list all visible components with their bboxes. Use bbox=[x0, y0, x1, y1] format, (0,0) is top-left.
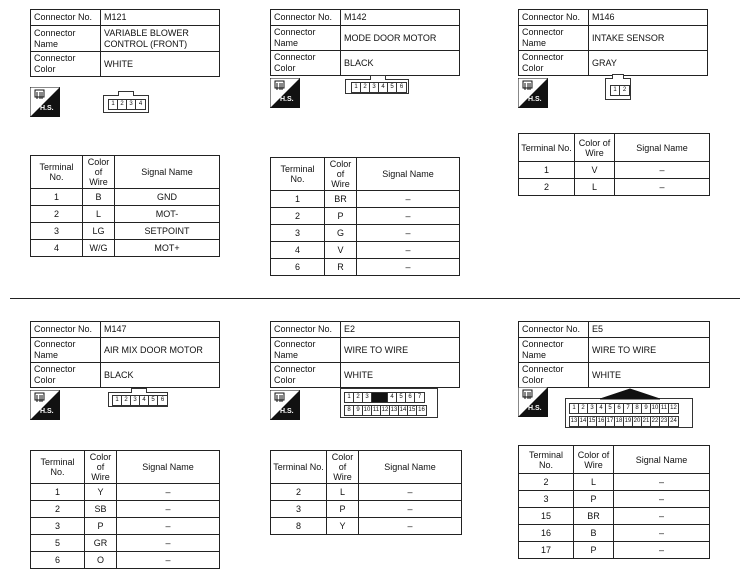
th-signal-name: Signal Name bbox=[614, 446, 710, 474]
wire-color-cell: P bbox=[574, 542, 614, 559]
connector-color-value: GRAY bbox=[589, 51, 708, 76]
table-row bbox=[519, 179, 710, 196]
label-connector-no: Connector No. bbox=[271, 322, 341, 338]
wire-color-cell: R bbox=[325, 259, 357, 276]
terminal-no-cell: 5 bbox=[31, 535, 85, 552]
pin-cell: 3 bbox=[131, 396, 140, 405]
pin-cell: 2 bbox=[622, 87, 627, 93]
connector-color-value: BLACK bbox=[101, 363, 220, 388]
table-row bbox=[519, 525, 710, 542]
pin-cell: 9 bbox=[642, 404, 651, 413]
table-row bbox=[31, 189, 220, 206]
pin-cell: 13 bbox=[390, 407, 398, 413]
signal-name-cell: – bbox=[615, 162, 710, 179]
pin-cell: 3 bbox=[588, 404, 597, 413]
signal-name-cell: MOT+ bbox=[115, 240, 220, 257]
connector-face-m142 bbox=[345, 79, 409, 94]
signal-name-cell: – bbox=[614, 525, 710, 542]
table-row bbox=[31, 501, 220, 518]
pin-cell: 7 bbox=[624, 404, 633, 413]
th-color-of-wire: Color of Wire bbox=[83, 156, 115, 189]
wire-color-cell: L bbox=[574, 474, 614, 491]
th-terminal-no: Terminal No. bbox=[519, 134, 575, 162]
connector-no-value: E2 bbox=[341, 322, 460, 338]
th-color-of-wire: Color of Wire bbox=[574, 446, 614, 474]
signal-name-cell: – bbox=[359, 501, 462, 518]
connector-color-value: BLACK bbox=[341, 51, 460, 76]
pin-cell: 3 bbox=[370, 83, 379, 92]
connector-panel-m121 bbox=[30, 9, 220, 77]
connector-name-value: INTAKE SENSOR bbox=[589, 26, 708, 51]
pin-cell: 12 bbox=[381, 407, 389, 413]
label-connector-color: Connector Color bbox=[31, 363, 101, 388]
pin-cell: 5 bbox=[397, 393, 406, 402]
signal-name-cell: – bbox=[117, 501, 220, 518]
table-row bbox=[31, 206, 220, 223]
terminal-no-cell: 3 bbox=[271, 501, 327, 518]
pin-cell: 24 bbox=[670, 418, 677, 424]
terminal-no-cell: 16 bbox=[519, 525, 574, 542]
pin-cell: 10 bbox=[651, 405, 659, 411]
label-connector-color: Connector Color bbox=[271, 363, 341, 388]
pin-cell: 16 bbox=[597, 418, 605, 424]
pin-cell: 1 bbox=[345, 393, 354, 402]
connector-info-table bbox=[30, 321, 220, 388]
connector-latch bbox=[600, 388, 660, 400]
wire-color-cell: P bbox=[327, 501, 359, 518]
terminal-no-cell: 3 bbox=[271, 225, 325, 242]
pin-cell: 4 bbox=[140, 396, 149, 405]
signal-name-cell: – bbox=[357, 259, 460, 276]
pin-cell: 5 bbox=[606, 404, 615, 413]
wire-color-cell: G bbox=[325, 225, 357, 242]
pin-cell: 10 bbox=[363, 407, 371, 413]
connector-face-m147 bbox=[108, 392, 168, 407]
pin-cell: 1 bbox=[570, 404, 579, 413]
connector-panel-m146 bbox=[518, 9, 708, 76]
pin-cell: 2 bbox=[354, 393, 363, 402]
hs-label: H.S. bbox=[40, 105, 54, 112]
pin-cell: 4 bbox=[138, 101, 143, 107]
connector-panel-m147 bbox=[30, 321, 220, 388]
terminal-no-cell: 2 bbox=[519, 179, 575, 196]
connector-face-m146 bbox=[605, 78, 631, 100]
pin-blank bbox=[372, 393, 388, 402]
terminal-no-cell: 4 bbox=[31, 240, 83, 257]
th-color-of-wire: Color of Wire bbox=[327, 451, 359, 484]
th-terminal-no: Terminal No. bbox=[519, 446, 574, 474]
connector-no-value: M147 bbox=[101, 322, 220, 338]
connector-color-value: WHITE bbox=[341, 363, 460, 388]
pin-cell: 19 bbox=[624, 418, 632, 424]
connector-info-table bbox=[518, 321, 710, 388]
terminal-no-cell: 2 bbox=[31, 501, 85, 518]
signal-name-cell: – bbox=[357, 208, 460, 225]
th-color-of-wire: Color of Wire bbox=[575, 134, 615, 162]
terminal-table-m121 bbox=[30, 155, 220, 257]
signal-name-cell: – bbox=[359, 518, 462, 535]
label-connector-name: Connector Name bbox=[31, 338, 101, 363]
table-row bbox=[31, 240, 220, 257]
label-connector-color: Connector Color bbox=[519, 51, 589, 76]
terminal-no-cell: 2 bbox=[31, 206, 83, 223]
table-row bbox=[519, 474, 710, 491]
label-connector-name: Connector Name bbox=[271, 26, 341, 51]
connector-name-value: MODE DOOR MOTOR bbox=[341, 26, 460, 51]
connector-no-value: M146 bbox=[589, 10, 708, 26]
table-row bbox=[271, 518, 462, 535]
terminal-no-cell: 8 bbox=[271, 518, 327, 535]
connector-info-table bbox=[30, 9, 220, 77]
pin-cell: 5 bbox=[149, 396, 158, 405]
pin-cell: 1 bbox=[113, 396, 122, 405]
label-connector-color: Connector Color bbox=[519, 363, 589, 388]
label-connector-color: Connector Color bbox=[31, 52, 101, 77]
wire-color-cell: P bbox=[574, 491, 614, 508]
pin-cell: 2 bbox=[361, 83, 370, 92]
label-connector-no: Connector No. bbox=[519, 322, 589, 338]
signal-name-cell: – bbox=[614, 508, 710, 525]
pin-cell: 3 bbox=[127, 100, 136, 109]
connector-no-value: E5 bbox=[589, 322, 710, 338]
wire-color-cell: B bbox=[83, 189, 115, 206]
pin-cell: 15 bbox=[588, 418, 596, 424]
terminal-no-cell: 15 bbox=[519, 508, 574, 525]
signal-name-cell: – bbox=[357, 191, 460, 208]
table-row bbox=[31, 552, 220, 569]
wire-color-cell: L bbox=[575, 179, 615, 196]
table-row bbox=[271, 191, 460, 208]
connector-info-table bbox=[270, 321, 460, 388]
table-row bbox=[31, 518, 220, 535]
pin-cell: 1 bbox=[109, 100, 118, 109]
table-row bbox=[519, 508, 710, 525]
hs-label: H.S. bbox=[528, 405, 542, 412]
pin-cell: 13 bbox=[570, 418, 578, 424]
wire-color-cell: B bbox=[574, 525, 614, 542]
table-row bbox=[519, 542, 710, 559]
table-row bbox=[271, 484, 462, 501]
terminal-no-cell: 3 bbox=[31, 518, 85, 535]
pin-cell: 4 bbox=[388, 393, 397, 402]
label-connector-name: Connector Name bbox=[31, 26, 101, 52]
pin-cell: 12 bbox=[670, 405, 677, 411]
harness-side-icon bbox=[270, 390, 300, 420]
hs-label: H.S. bbox=[280, 408, 294, 415]
connector-name-value: AIR MIX DOOR MOTOR bbox=[101, 338, 220, 363]
signal-name-cell: – bbox=[615, 179, 710, 196]
connector-no-value: M121 bbox=[101, 10, 220, 26]
pin-cell: 6 bbox=[160, 397, 165, 403]
th-color-of-wire: Color of Wire bbox=[325, 158, 357, 191]
harness-side-icon bbox=[30, 390, 60, 420]
terminal-no-cell: 6 bbox=[31, 552, 85, 569]
table-row bbox=[271, 208, 460, 225]
signal-name-cell: – bbox=[614, 542, 710, 559]
label-connector-name: Connector Name bbox=[519, 338, 589, 363]
pin-cell: 2 bbox=[122, 396, 131, 405]
wire-color-cell: L bbox=[327, 484, 359, 501]
connector-name-value: WIRE TO WIRE bbox=[589, 338, 710, 363]
harness-side-icon bbox=[518, 387, 548, 417]
pin-cell: 14 bbox=[399, 407, 407, 413]
wire-color-cell: SB bbox=[85, 501, 117, 518]
wire-color-cell: P bbox=[85, 518, 117, 535]
pin-cell: 7 bbox=[417, 394, 422, 400]
pin-cell: 15 bbox=[408, 407, 416, 413]
pin-cell: 11 bbox=[660, 405, 668, 411]
pin-cell: 2 bbox=[579, 404, 588, 413]
th-signal-name: Signal Name bbox=[117, 451, 220, 484]
terminal-no-cell: 2 bbox=[271, 484, 327, 501]
th-signal-name: Signal Name bbox=[357, 158, 460, 191]
wire-color-cell: O bbox=[85, 552, 117, 569]
pin-cell: 1 bbox=[611, 86, 620, 95]
pin-cell: 4 bbox=[597, 404, 606, 413]
wire-color-cell: P bbox=[325, 208, 357, 225]
pin-cell: 18 bbox=[615, 418, 623, 424]
terminal-no-cell: 3 bbox=[31, 223, 83, 240]
signal-name-cell: – bbox=[359, 484, 462, 501]
signal-name-cell: – bbox=[117, 552, 220, 569]
wire-color-cell: L bbox=[83, 206, 115, 223]
signal-name-cell: – bbox=[614, 491, 710, 508]
th-terminal-no: Terminal No. bbox=[31, 451, 85, 484]
hs-label: H.S. bbox=[528, 96, 542, 103]
section-divider bbox=[10, 298, 740, 299]
table-row bbox=[519, 491, 710, 508]
th-signal-name: Signal Name bbox=[115, 156, 220, 189]
connector-info-table bbox=[270, 9, 460, 76]
table-row bbox=[271, 225, 460, 242]
pin-cell: 8 bbox=[345, 406, 354, 415]
pin-cell: 22 bbox=[651, 418, 659, 424]
pin-cell: 2 bbox=[118, 100, 127, 109]
wire-color-cell: BR bbox=[325, 191, 357, 208]
wire-color-cell: LG bbox=[83, 223, 115, 240]
pin-cell: 5 bbox=[388, 83, 397, 92]
th-terminal-no: Terminal No. bbox=[31, 156, 83, 189]
connector-panel-e5 bbox=[518, 321, 710, 388]
pin-cell: 14 bbox=[579, 418, 587, 424]
th-terminal-no: Terminal No. bbox=[271, 451, 327, 484]
terminal-no-cell: 1 bbox=[519, 162, 575, 179]
label-connector-no: Connector No. bbox=[519, 10, 589, 26]
label-connector-no: Connector No. bbox=[31, 322, 101, 338]
terminal-no-cell: 17 bbox=[519, 542, 574, 559]
pin-cell: 6 bbox=[406, 393, 415, 402]
signal-name-cell: SETPOINT bbox=[115, 223, 220, 240]
connector-color-value: WHITE bbox=[101, 52, 220, 77]
wire-color-cell: Y bbox=[85, 484, 117, 501]
label-connector-name: Connector Name bbox=[519, 26, 589, 51]
table-row bbox=[271, 259, 460, 276]
connector-panel-e2 bbox=[270, 321, 460, 388]
terminal-table-e2 bbox=[270, 450, 462, 535]
wire-color-cell: V bbox=[575, 162, 615, 179]
connector-info-table bbox=[518, 9, 708, 76]
table-row bbox=[31, 223, 220, 240]
terminal-table-e5 bbox=[518, 445, 710, 559]
pin-cell: 20 bbox=[633, 418, 641, 424]
connector-face-e5 bbox=[565, 398, 693, 428]
label-connector-no: Connector No. bbox=[31, 10, 101, 26]
connector-name-value: WIRE TO WIRE bbox=[341, 338, 460, 363]
terminal-no-cell: 1 bbox=[31, 484, 85, 501]
pin-cell: 16 bbox=[418, 407, 425, 413]
harness-side-icon bbox=[30, 87, 60, 117]
signal-name-cell: – bbox=[357, 242, 460, 259]
th-color-of-wire: Color of Wire bbox=[85, 451, 117, 484]
signal-name-cell: GND bbox=[115, 189, 220, 206]
signal-name-cell: – bbox=[117, 484, 220, 501]
terminal-table-m147 bbox=[30, 450, 220, 569]
signal-name-cell: – bbox=[117, 518, 220, 535]
terminal-no-cell: 6 bbox=[271, 259, 325, 276]
terminal-no-cell: 3 bbox=[519, 491, 574, 508]
terminal-no-cell: 1 bbox=[31, 189, 83, 206]
pin-cell: 8 bbox=[633, 404, 642, 413]
pin-cell: 17 bbox=[606, 418, 614, 424]
pin-cell: 9 bbox=[354, 406, 363, 415]
wire-color-cell: W/G bbox=[83, 240, 115, 257]
table-row bbox=[271, 501, 462, 518]
pin-cell: 23 bbox=[660, 418, 668, 424]
table-row bbox=[31, 535, 220, 552]
wire-color-cell: GR bbox=[85, 535, 117, 552]
table-row bbox=[271, 242, 460, 259]
wire-color-cell: V bbox=[325, 242, 357, 259]
pin-cell: 3 bbox=[363, 393, 372, 402]
table-row bbox=[519, 162, 710, 179]
label-connector-no: Connector No. bbox=[271, 10, 341, 26]
terminal-no-cell: 1 bbox=[271, 191, 325, 208]
connector-no-value: M142 bbox=[341, 10, 460, 26]
terminal-no-cell: 2 bbox=[271, 208, 325, 225]
signal-name-cell: – bbox=[614, 474, 710, 491]
signal-name-cell: – bbox=[357, 225, 460, 242]
terminal-no-cell: 2 bbox=[519, 474, 574, 491]
wire-color-cell: Y bbox=[327, 518, 359, 535]
connector-face-m121 bbox=[103, 95, 149, 113]
harness-side-icon bbox=[518, 78, 548, 108]
label-connector-name: Connector Name bbox=[271, 338, 341, 363]
hs-label: H.S. bbox=[280, 96, 294, 103]
terminal-no-cell: 4 bbox=[271, 242, 325, 259]
th-terminal-no: Terminal No. bbox=[271, 158, 325, 191]
pin-cell: 6 bbox=[615, 404, 624, 413]
connector-panel-m142 bbox=[270, 9, 460, 76]
th-signal-name: Signal Name bbox=[615, 134, 710, 162]
pin-cell: 11 bbox=[372, 407, 380, 413]
harness-side-icon bbox=[270, 78, 300, 108]
terminal-table-m142 bbox=[270, 157, 460, 276]
connector-face-e2 bbox=[340, 388, 438, 418]
hs-label: H.S. bbox=[40, 408, 54, 415]
connector-name-value: VARIABLE BLOWER CONTROL (FRONT) bbox=[101, 26, 220, 52]
th-signal-name: Signal Name bbox=[359, 451, 462, 484]
pin-cell: 1 bbox=[352, 83, 361, 92]
pin-cell: 4 bbox=[379, 83, 388, 92]
terminal-table-m146 bbox=[518, 133, 710, 196]
pin-cell: 6 bbox=[399, 84, 404, 90]
label-connector-color: Connector Color bbox=[271, 51, 341, 76]
pin-cell: 21 bbox=[642, 418, 650, 424]
connector-color-value: WHITE bbox=[589, 363, 710, 388]
signal-name-cell: MOT- bbox=[115, 206, 220, 223]
signal-name-cell: – bbox=[117, 535, 220, 552]
wire-color-cell: BR bbox=[574, 508, 614, 525]
table-row bbox=[31, 484, 220, 501]
